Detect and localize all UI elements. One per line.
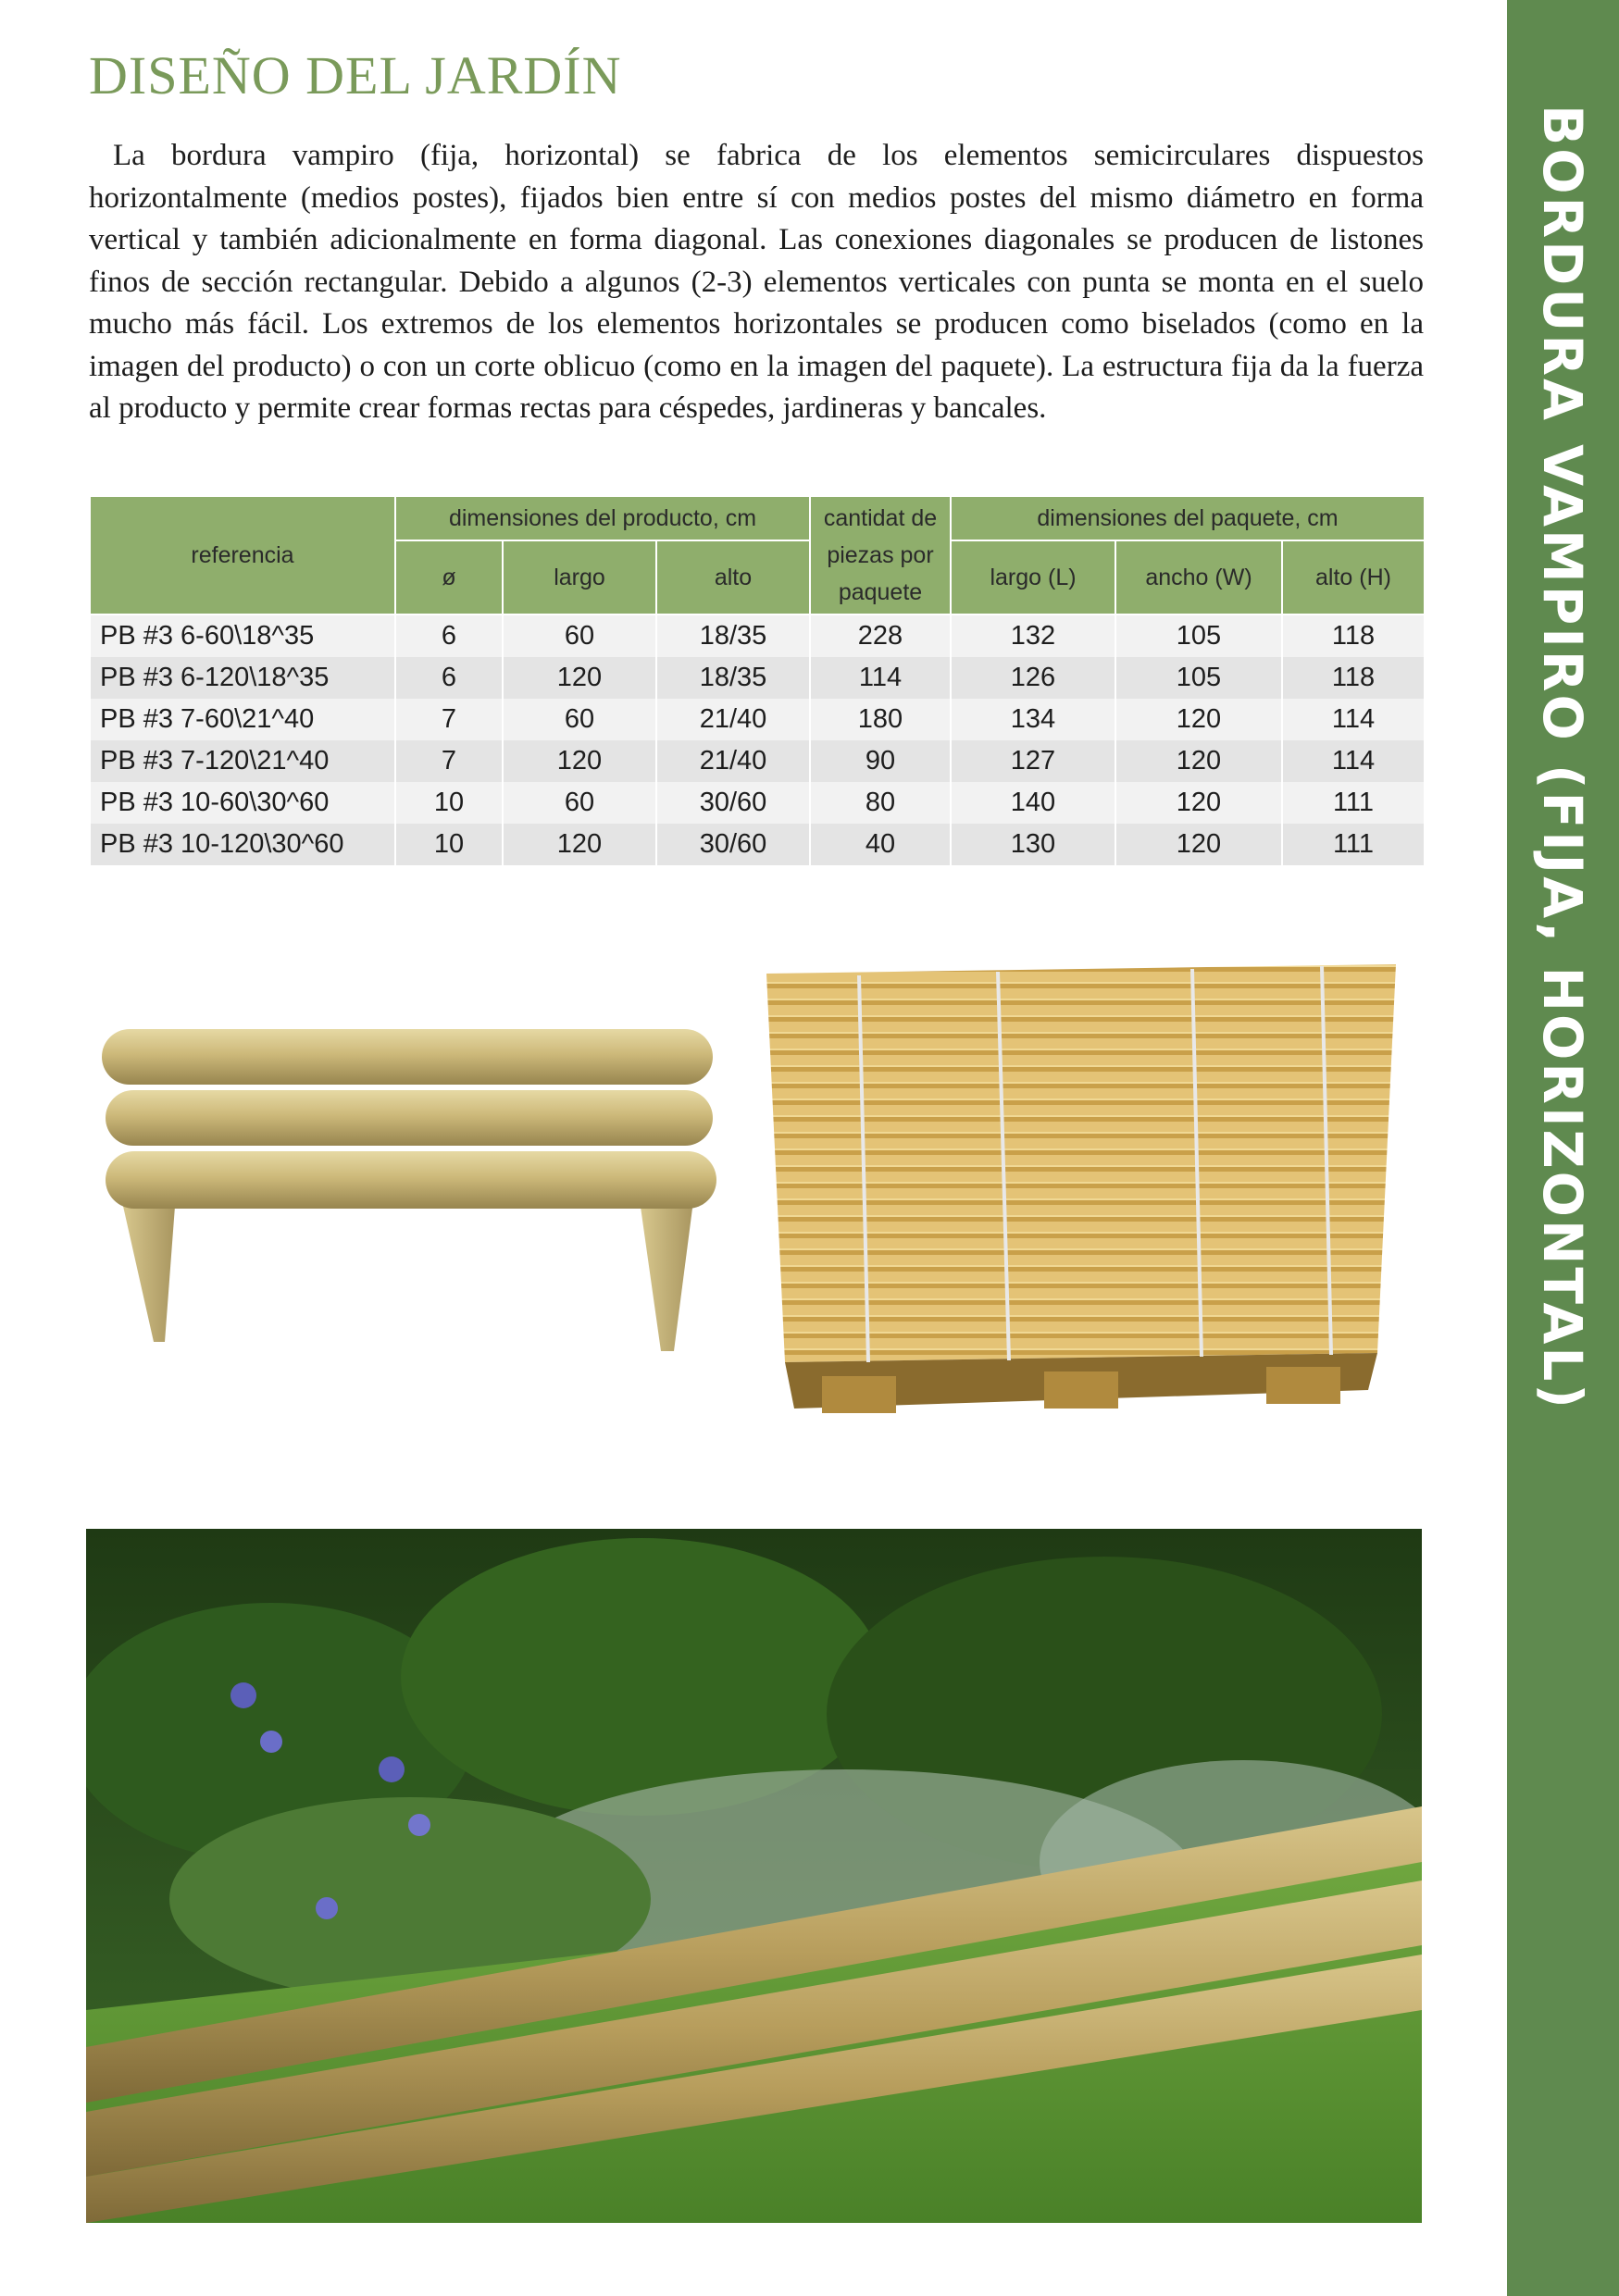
cell-largo-L: 132 [951,614,1115,657]
cell-ancho-W: 120 [1115,782,1282,824]
header-diametro: ø [395,540,503,614]
cell-diametro: 10 [395,782,503,824]
cell-ref: PB #3 10-120\30^60 [90,824,395,865]
cell-piezas: 114 [810,657,951,699]
cell-diametro: 6 [395,614,503,657]
cell-piezas: 180 [810,699,951,740]
cell-ref: PB #3 10-60\30^60 [90,782,395,824]
table-row [90,699,1425,740]
cell-alto-H: 114 [1282,740,1425,782]
package-photo [766,955,1405,1427]
header-cantidad: cantidat de piezas por paquete [810,496,951,614]
sidebar-title: BORDURA VAMPIRO (FIJA, HORIZONTAL) [1531,105,1594,1411]
cell-largo-L: 127 [951,740,1115,782]
cell-alto-H: 118 [1282,657,1425,699]
cell-largo: 60 [503,699,656,740]
product-photo [93,1018,722,1360]
header-referencia: referencia [90,496,395,614]
cell-largo-L: 134 [951,699,1115,740]
cell-largo-L: 126 [951,657,1115,699]
cell-largo-L: 140 [951,782,1115,824]
intro-paragraph: La bordura vampiro (fija, horizontal) se fabrica de los elementos semicirculares dispuestos horizontalmente (medios postes), fijados bien entre sí con medios postes del mismo diámetro en forma vertical y también adicionalmente en forma diagonal. Las conexiones diagonales se producen de listones finos de sección rectangular. Debido a algunos (2-3) elementos verticales con punta se monta en el suelo mucho más fácil. Los extremos de los elementos horizontales se producen como biselados (como en la imagen del producto) o con un corte oblicuo (como en la imagen del paquete). La estructura fija da la fuerza al producto y permite crear formas rectas para céspedes, jardineras y bancales. [89,139,1424,425]
garden-illustration [86,1529,1422,2223]
header-alto-H: alto (H) [1282,540,1425,614]
cell-ref: PB #3 7-60\21^40 [90,699,395,740]
cell-diametro: 10 [395,824,503,865]
table-row [90,614,1425,657]
table-row [90,657,1425,699]
cell-alto-H: 118 [1282,614,1425,657]
table-row [90,740,1425,782]
cell-largo-L: 130 [951,824,1115,865]
cell-piezas: 40 [810,824,951,865]
cell-diametro: 6 [395,657,503,699]
garden-photo [86,1529,1422,2223]
cell-ref: PB #3 6-60\18^35 [90,614,395,657]
cell-ref: PB #3 7-120\21^40 [90,740,395,782]
header-alto: alto [656,540,810,614]
cell-piezas: 90 [810,740,951,782]
cell-largo: 120 [503,657,656,699]
cell-alto-H: 111 [1282,824,1425,865]
cell-largo: 60 [503,614,656,657]
header-paquete-group: dimensiones del paquete, cm [951,496,1425,540]
product-illustration [93,1018,722,1360]
spec-table [89,495,1426,865]
header-largo-L: largo (L) [951,540,1115,614]
cell-piezas: 80 [810,782,951,824]
cell-diametro: 7 [395,699,503,740]
cell-diametro: 7 [395,740,503,782]
cell-largo: 120 [503,740,656,782]
cell-ancho-W: 120 [1115,824,1282,865]
cell-largo: 60 [503,782,656,824]
cell-alto: 21/40 [656,699,810,740]
cell-piezas: 228 [810,614,951,657]
cell-largo: 120 [503,824,656,865]
package-illustration [766,955,1405,1427]
table-row [90,782,1425,824]
cell-alto: 30/60 [656,824,810,865]
cell-ancho-W: 120 [1115,740,1282,782]
header-ancho-W: ancho (W) [1115,540,1282,614]
cell-alto: 18/35 [656,614,810,657]
cell-alto-H: 114 [1282,699,1425,740]
cell-ancho-W: 105 [1115,657,1282,699]
header-producto-group: dimensiones del producto, cm [395,496,810,540]
cell-alto: 18/35 [656,657,810,699]
header-largo: largo [503,540,656,614]
table-row [90,824,1425,865]
cell-ref: PB #3 6-120\18^35 [90,657,395,699]
cell-ancho-W: 105 [1115,614,1282,657]
cell-alto: 30/60 [656,782,810,824]
page-title: DISEÑO DEL JARDÍN [89,45,622,105]
cell-alto: 21/40 [656,740,810,782]
cell-ancho-W: 120 [1115,699,1282,740]
cell-alto-H: 111 [1282,782,1425,824]
